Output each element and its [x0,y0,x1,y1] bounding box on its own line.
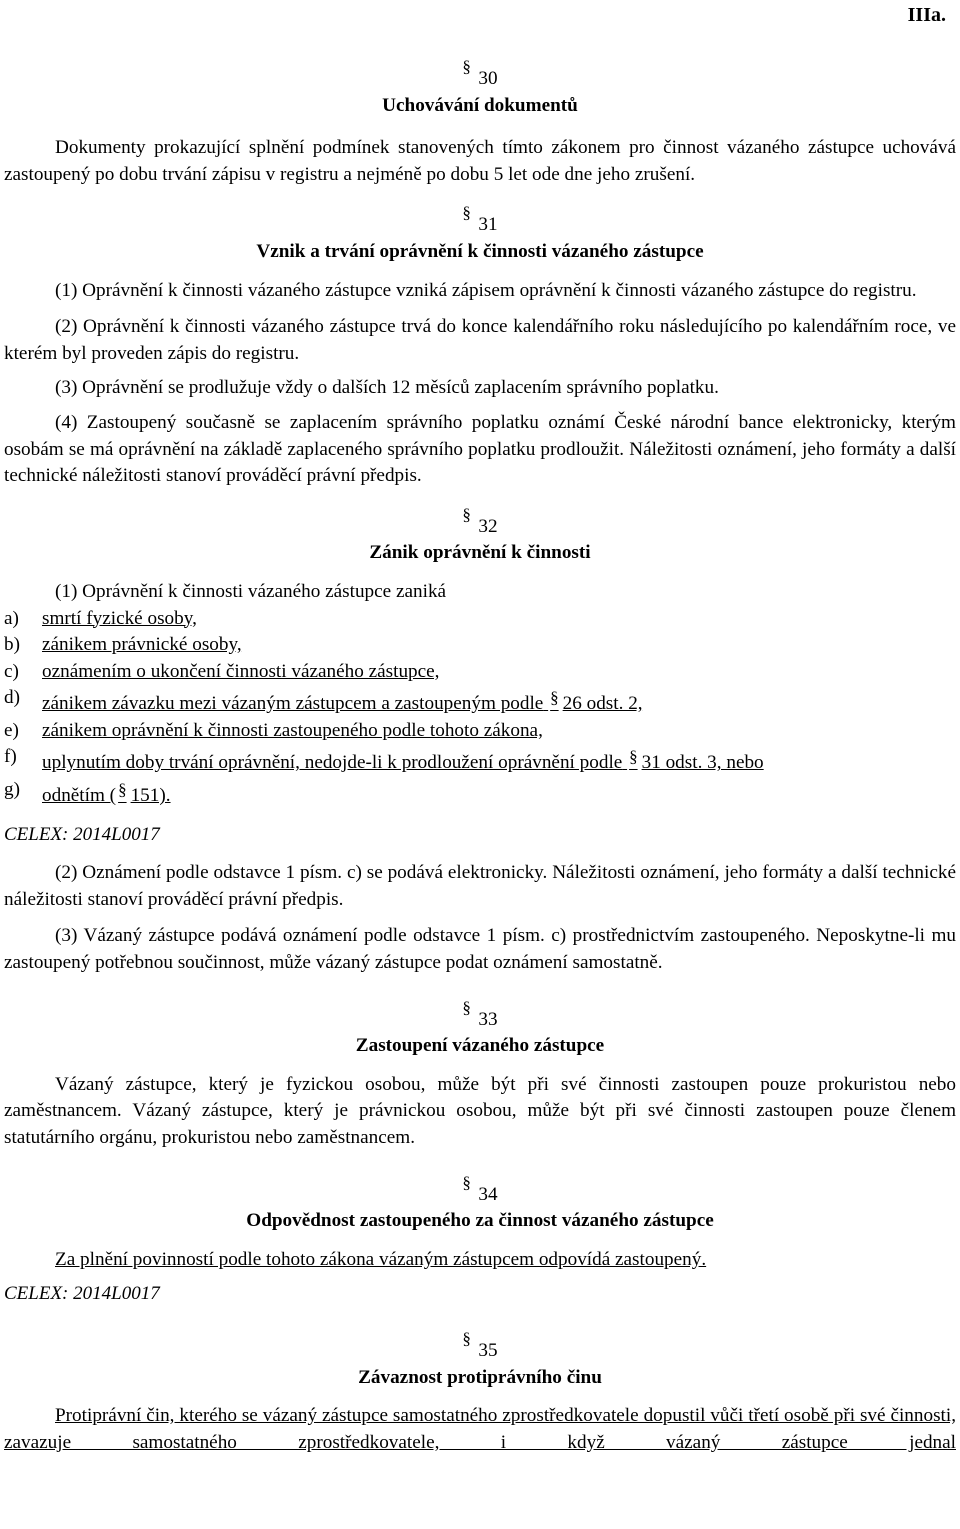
section-number [4,514,956,541]
section-title: Odpovědnost zastoupeného za činnost vázaného zástupce [246,1210,714,1232]
section-number [4,212,956,239]
section-sign-icon: § [629,747,638,767]
list-item: f) uplynutím doby trvání oprávnění, nedojde-li k prodloužení oprávnění podle § 31 odst. 3, nebo [4,746,764,774]
section-number [4,1007,956,1034]
paragraph: (2) Oprávnění k činnosti vázaného zástupce trvá do konce kalendářního roku následujícího po kalendářním roce, ve kterém byl proveden zápis do registru. [4,316,956,364]
section-sign-icon: § 35 [462,1338,497,1365]
page-marker: IIIa. [907,4,946,26]
document-page [4,0,956,1456]
list-item: a) smrtí fyzické osoby, [4,607,197,629]
list-item: c) oznámením o ukončení činnosti vázaného zástupce, [4,660,440,682]
section-30 [4,66,956,188]
paragraph: Dokumenty prokazující splnění podmínek stanovených tímto zákonem pro činnost vázaného zástupce uchovává zastoupený po dobu trvání zápisu v registru a nejméně po dobu 5 let ode dne jeho zrušení. [4,137,956,185]
section-31 [4,212,956,489]
section-title: Zastoupení vázaného zástupce [355,1035,605,1057]
celex-reference: CELEX: 2014L0017 [4,1283,160,1305]
list-item: d) zánikem závazku mezi vázaným zástupcem a zastoupeným podle § 26 odst. 2, [4,687,643,715]
paragraph: Vázaný zástupce, který je fyzickou osobou, může být při své činnosti zastoupen pouze prokuristou nebo zaměstnancem. Vázaný zástupce, který je právnickou osobou, může být při své činnosti zastoupen pouze členem statutárního orgánu, prokuristou nebo zaměstnancem. [4,1073,956,1148]
section-sign-icon: § [118,780,127,800]
section-title: Zánik oprávnění k činnosti [369,542,591,564]
section-34 [4,1182,956,1308]
list-item: g) odnětím ( § 151). [4,779,171,807]
celex-reference: CELEX: 2014L0017 [4,823,160,845]
paragraph: Za plnění povinností podle tohoto zákona vázaným zástupcem odpovídá zastoupený. [55,1248,707,1270]
section-number [4,1182,956,1209]
section-title: Vznik a trvání oprávnění k činnosti vázaného zástupce [256,240,704,262]
section-sign-icon: § 30 [462,66,497,93]
list-item: b) zánikem právnické osoby, [4,634,242,656]
section-title: Závaznost protiprávního činu [358,1366,602,1388]
paragraph: (2) Oznámení podle odstavce 1 písm. c) se podává elektronicky. Náležitosti oznámení, jeho formáty a další technické náležitosti stanoví prováděcí právní předpis. [4,862,956,910]
section-title: Uchovávání dokumentů [382,94,578,116]
list-item: e) zánikem oprávnění k činnosti zastoupeného podle tohoto zákona, [4,719,543,741]
section-number [4,66,956,93]
section-sign-icon: § 32 [462,514,497,541]
paragraph: (4) Zastoupený současně se zaplacením správního poplatku oznámí České národní bance elektronicky, kterým osobám se má oprávnění na základě zaplaceného správního poplatku prodloužit. Náležitosti oznámení, jeho formáty a další technické náležitosti stanoví prováděcí právní předpis. [4,411,956,487]
section-sign-icon: § 31 [462,212,497,239]
section-32 [4,514,956,977]
section-35 [4,1338,956,1456]
paragraph: (3) Oprávnění se prodlužuje vždy o dalších 12 měsíců zaplacením správního poplatku. [55,377,719,399]
paragraph: Protiprávní čin, kterého se vázaný zástupce samostatného zprostředkovatele dopustil vůči třetí osobě při své činnosti, zavazuje samostatného zprostředkovatele, i když vázaný zástupce jednal [4,1405,956,1453]
paragraph: (1) Oprávnění k činnosti vázaného zástupce vzniká zápisem oprávnění k činnosti vázaného zástupce do registru. [55,279,917,301]
section-sign-icon: § [550,688,559,708]
paragraph: (1) Oprávnění k činnosti vázaného zástupce zaniká [55,580,447,602]
section-33 [4,1007,956,1152]
paragraph: (3) Vázaný zástupce podává oznámení podle odstavce 1 písm. c) prostřednictvím zastoupeného. Neposkytne-li mu zastoupený potřebnou součinnost, může vázaný zástupce podat oznámení samostatně. [4,925,956,974]
section-sign-icon: § 33 [462,1007,497,1034]
section-number [4,1338,956,1365]
section-sign-icon: § 34 [462,1182,497,1209]
list [4,606,956,810]
